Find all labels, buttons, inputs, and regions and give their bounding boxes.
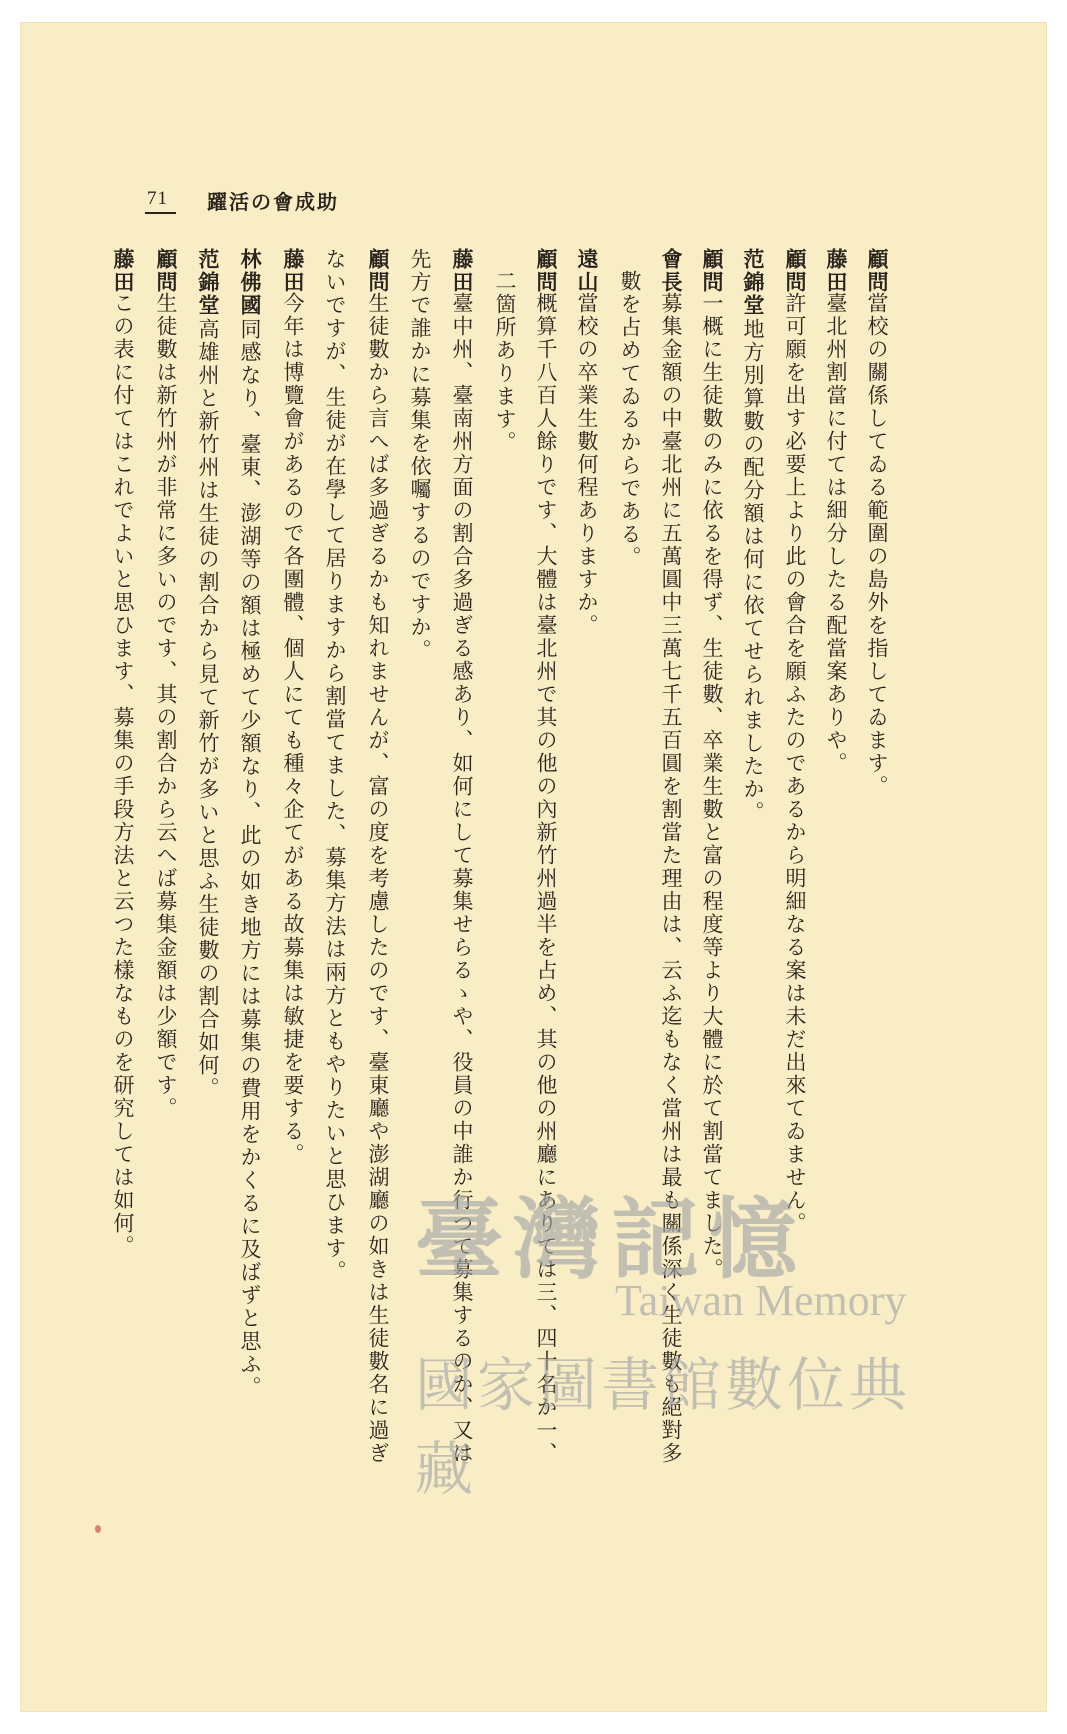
speech-text: 地方別算數の配分額は何に依てせられましたか。 [741,318,765,824]
running-title: 躍活の會成助 [207,190,339,214]
speaker-label: 藤田 [450,248,475,294]
speech-text: 生徒數から言へば多過ぎるかも知れませんが、富の度を考慮したのです、臺東廳や澎湖廳の如きは生徒數名に過ぎ [366,292,390,1465]
speaker-label: 藤田 [111,248,136,294]
speech-text: 同感なり、臺東、澎湖等の額は極めて少額なり、此の如き地方には募集の費用をかくるに及ばずと思ふ。 [238,318,262,1399]
speaker-label: 藤田 [824,248,849,294]
speech-text: 臺中州、臺南州方面の割合多過ぎる感あり、如何にして募集せらるゝや、役員の中誰か行つて募集するのか、又は [450,292,474,1465]
speaker-label: 藤田 [281,248,306,294]
page-header [145,178,345,218]
speech-text: この表に付てはこれでよいと思ひます、募集の手段方法と云つた樣なものを研究しては如何。 [111,292,135,1258]
speech-text: 一概に生徒數のみに依るを得ず、生徒數、卒業生數と富の程度等より大體に於て割當てました。 [700,292,724,1281]
page-number: 71 [145,188,176,214]
speech-text: 今年は博覽會があるので各團體、個人にても種々企てがある故募集は敏捷を要する。 [281,292,305,1166]
speaker-label: 范錦堂 [741,248,766,317]
watermark-chars: 臺灣記憶 [415,1187,808,1291]
watermark-english: Taiwan Memory [615,1276,907,1325]
speech-text: ないですが、生徒が在學して居りますから割當てました、募集方法は兩方ともやりたいと思ひます。 [323,248,347,1283]
speech-text: 當校の卒業生數何程ありますか。 [575,292,599,637]
speech-text: 先方で誰かに募集を依囑するのですか。 [408,248,432,662]
speaker-label: 顧問 [154,248,179,294]
speaker-label: 顧問 [700,248,725,294]
speaker-label: 會長 [659,248,684,294]
speaker-label: 遠山 [575,248,600,294]
speech-text: 募集金額の中臺北州に五萬圓中三萬七千五百圓を割當た理由は、云ふ迄もなく當州は最も關係深く生徒數も絕對多 [659,292,683,1465]
speaker-label: 顧問 [534,248,559,294]
speaker-label: 林佛國 [238,248,263,317]
speaker-label: 范錦堂 [196,248,221,317]
paper-stain [95,1525,101,1533]
speaker-label: 顧問 [783,248,808,294]
speech-text: 數を占めてゐるからである。 [618,270,642,569]
speaker-label: 顧問 [865,248,890,294]
speech-text: 許可願を出す必要上より此の會合を願ふたのであるから明細なる案は未だ出來てゐません。 [783,292,807,1235]
speaker-label: 顧問 [366,248,391,294]
speech-text: 概算千八百人餘りです、大體は臺北州で其の他の內新竹州過半を占め、其の他の州廳にありては三、四十名か一、 [534,292,558,1465]
speech-text: 臺北州割當に付ては細分したる配當案ありや。 [824,292,848,775]
watermark-subtitle: 國家圖書館數位典藏 [415,1351,912,1503]
speech-text: 生徒數は新竹州が非常に多いのです、其の割合から云へば募集金額は少額です。 [154,292,178,1120]
speech-text: 當校の關係してゐる範圍の島外を指してゐます。 [865,292,889,798]
speech-text: 二箇所あります。 [493,270,517,454]
speech-text: 高雄州と新竹州は生徒の割合から見て新竹が多いと思ふ生徒數の割合如何。 [196,318,220,1100]
